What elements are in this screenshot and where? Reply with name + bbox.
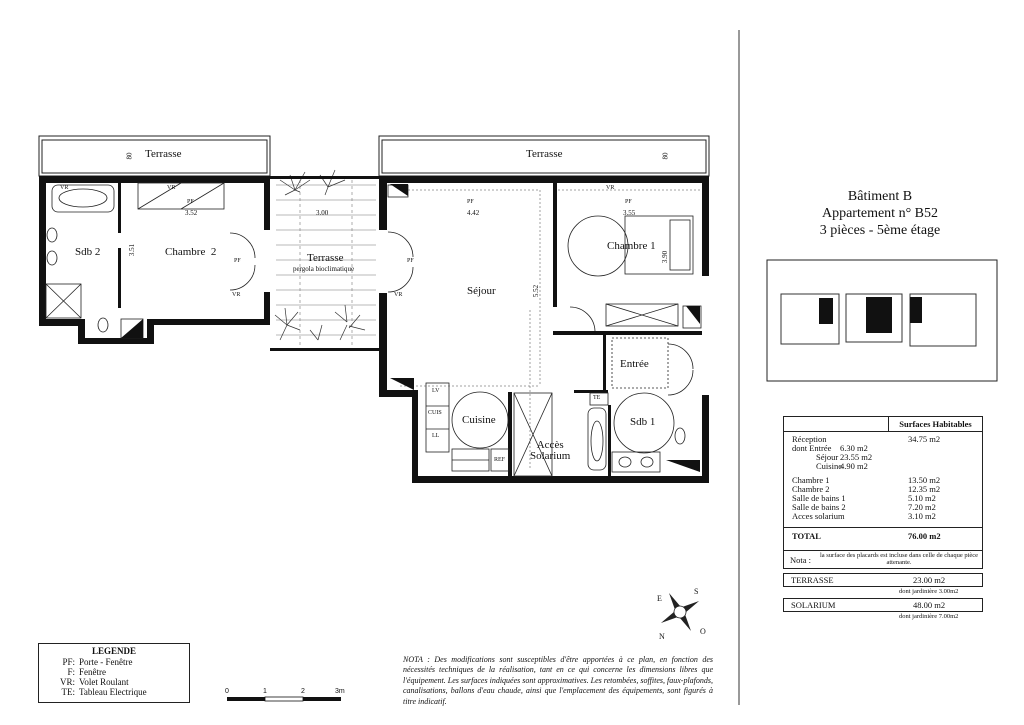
- tag-vr-2: VR: [167, 185, 176, 191]
- walls-right-wing: [379, 176, 709, 483]
- dim-80-left: 80: [125, 152, 134, 160]
- sdb1-surface-label: Salle de bains 1: [792, 493, 846, 503]
- dim-552: 5.52: [532, 284, 541, 298]
- room-label-chambre2: Chambre 2: [165, 246, 217, 258]
- entree-value: 6.30 m2: [840, 443, 868, 453]
- room-label-sejour: Séjour: [467, 285, 496, 297]
- compass-s: S: [694, 587, 699, 596]
- sdb2-surface-label: Salle de bains 2: [792, 502, 846, 512]
- legend-item: TE: Tableau Electrique: [61, 687, 147, 697]
- reception-label: Réception: [792, 434, 827, 444]
- chambre2-surface-value: 12.35 m2: [908, 484, 941, 494]
- key-plan: [767, 260, 997, 381]
- surfaces-table: [783, 416, 983, 623]
- dim-351: 3.51: [128, 243, 137, 257]
- legend-item: PF: Porte - Fenêtre: [62, 657, 133, 667]
- dim-300: 3.00: [316, 209, 329, 217]
- nota-text: la surface des placards est incluse dans celle de chaque pièce attenante.: [819, 552, 979, 566]
- room-label-cuisine: Cuisine: [462, 414, 496, 426]
- dim-442: 4.42: [467, 209, 480, 217]
- legend-item: F: Fenêtre: [67, 667, 106, 677]
- terrasse-value: 23.00 m2: [913, 575, 946, 585]
- room-label-terrasse-right: Terrasse: [526, 148, 563, 160]
- solarium-label: SOLARIUM: [791, 600, 836, 610]
- room-label-chambre1: Chambre 1: [607, 240, 656, 252]
- sdb2-surface-value: 7.20 m2: [908, 502, 936, 512]
- room-label-entree: Entrée: [620, 358, 649, 370]
- nota-label: Nota :: [790, 555, 812, 565]
- chambre2-closet: [138, 183, 255, 290]
- tag-pf-2: PF: [234, 258, 241, 264]
- sdb1-surface-value: 5.10 m2: [908, 493, 936, 503]
- tag-vr-3: VR: [232, 292, 241, 298]
- dashed-lines: [400, 190, 700, 470]
- dim-355: 3.55: [623, 209, 636, 217]
- title-block: [760, 188, 1000, 239]
- tag-pf-4: PF: [467, 199, 474, 205]
- tag-vr-5: VR: [606, 185, 615, 191]
- room-label-terrasse-center: Terrasse: [307, 252, 344, 264]
- surfaces-header: Surfaces Habitables: [889, 417, 983, 432]
- solarium-box: [783, 598, 983, 623]
- scale-label-0: 0: [225, 688, 229, 695]
- chambre1-surface-value: 13.50 m2: [908, 475, 941, 485]
- tag-vr-1: VR: [60, 185, 69, 191]
- scale-label-2: 2: [301, 688, 305, 695]
- cuisine-label: Cuisine: [816, 461, 842, 471]
- compass-o: O: [700, 627, 706, 636]
- solarium-note: dont jardinière 7.00m2: [899, 613, 959, 620]
- room-label-sdb2: Sdb 2: [75, 246, 101, 258]
- building-title: Bâtiment B: [847, 189, 913, 204]
- sejour-value: 23.55 m2: [840, 452, 873, 462]
- tag-pf-1: PF: [187, 199, 194, 205]
- solarium-value: 48.00 m2: [913, 600, 946, 610]
- tag-ref: REF: [494, 457, 506, 463]
- compass-n: N: [659, 632, 665, 641]
- terrasse-note: dont jardinière 3.00m2: [899, 588, 959, 595]
- cuisine-value: 4.90 m2: [840, 461, 868, 471]
- dim-352: 3.52: [185, 209, 198, 217]
- tag-te: TE: [593, 395, 601, 401]
- compass-e: E: [657, 594, 662, 603]
- legend-item: VR: Volet Roulant: [59, 677, 129, 687]
- tag-ll: LL: [432, 433, 440, 439]
- surfaces-body: [783, 432, 983, 551]
- room-label-sdb1: Sdb 1: [630, 416, 656, 428]
- tag-pf-3: PF: [407, 258, 414, 264]
- room-label-acces-solarium: Accès Solarium: [530, 439, 571, 462]
- disclaimer-note: NOTA : Des modifications sont susceptibles d'être apportées à ce plan, en fonction des nécessités techniques de la réalisation, tant en ce qui concerne les dimensions libres que l'équipement. Les surfaces indiquées sont approximatives. Les retombées, soffites, faux-plafonds, canalisations, ballons d'eau chaude, ainsi que l'emplacement des équipements, sont figurés à titre indicatif.: [403, 655, 713, 706]
- chambre1-surface-label: Chambre 1: [792, 475, 830, 485]
- chambre2-surface-label: Chambre 2: [792, 484, 830, 494]
- dim-80-right: 80: [661, 152, 670, 160]
- entree-label: dont Entrée: [792, 443, 832, 453]
- acces-surface-label: Acces solarium: [792, 511, 845, 521]
- terrasse-box: [783, 573, 983, 598]
- total-value: 76.00 m2: [908, 531, 941, 541]
- total-label: TOTAL: [792, 531, 821, 541]
- tag-vr-4: VR: [394, 292, 403, 298]
- legend-title: LEGENDE: [91, 646, 136, 656]
- terrasse-label: TERRASSE: [791, 575, 834, 585]
- tag-pf-5: PF: [625, 199, 632, 205]
- scale-label-3m: 3m: [335, 688, 345, 695]
- scale-bar: [227, 697, 341, 701]
- acces-surface-value: 3.10 m2: [908, 511, 936, 521]
- tag-lv: LV: [432, 388, 440, 394]
- room-label-terrasse-left: Terrasse: [145, 148, 182, 160]
- sdb2-fixtures: [46, 185, 143, 338]
- room-label-pergola: pergola bioclimatique: [293, 265, 355, 273]
- dim-390: 3.90: [661, 250, 670, 264]
- apartment-title: Appartement n° B52: [821, 206, 939, 221]
- tag-cuis: CUIS: [428, 410, 442, 416]
- legend: [38, 643, 190, 703]
- reception-value: 34.75 m2: [908, 434, 941, 444]
- duct-sdb2: [121, 319, 143, 338]
- sejour-label: Séjour: [816, 452, 839, 462]
- scale-label-1: 1: [263, 688, 267, 695]
- apartment-subtitle: 3 pièces - 5ème étage: [819, 223, 941, 238]
- nota-box: [783, 551, 983, 569]
